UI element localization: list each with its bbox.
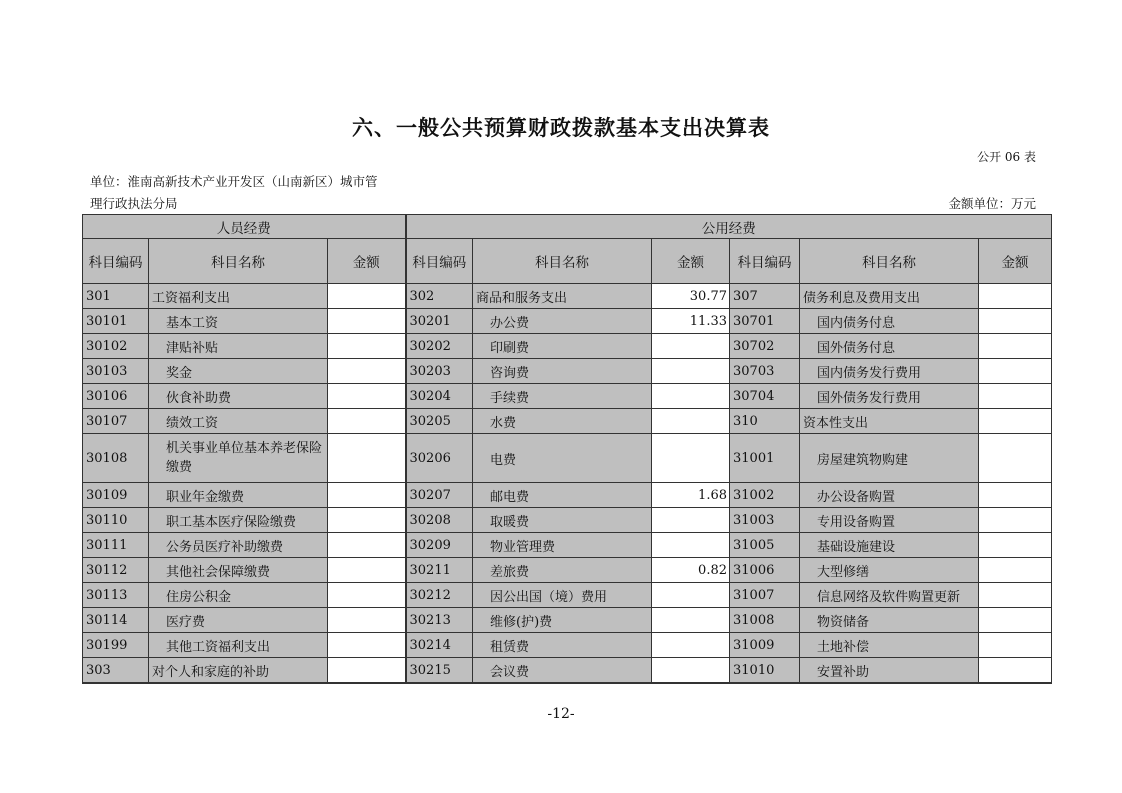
- name-cell: 住房公积金: [149, 583, 328, 608]
- code-cell: 30199: [83, 633, 149, 658]
- header-code: 科目编码: [406, 239, 473, 284]
- table-row: [83, 508, 1052, 533]
- amount-cell: [979, 608, 1052, 633]
- code-cell: 31008: [730, 608, 800, 633]
- code-cell: 30211: [406, 558, 473, 583]
- name-cell: 办公设备购置: [800, 483, 979, 508]
- amount-cell: [979, 533, 1052, 558]
- column-header-row: [83, 239, 1052, 284]
- amount-cell: [328, 384, 406, 409]
- code-cell: 30206: [406, 434, 473, 483]
- name-cell: 机关事业单位基本养老保险缴费: [149, 434, 328, 483]
- name-cell: 债务利息及费用支出: [800, 284, 979, 309]
- amount-cell: 30.77: [652, 284, 730, 309]
- table-row: [83, 434, 1052, 483]
- code-cell: 30701: [730, 309, 800, 334]
- code-cell: 310: [730, 409, 800, 434]
- name-cell: 工资福利支出: [149, 284, 328, 309]
- amount-cell: [652, 434, 730, 483]
- amount-cell: [328, 558, 406, 583]
- code-cell: 30703: [730, 359, 800, 384]
- amount-cell: [328, 434, 406, 483]
- amount-cell: [979, 334, 1052, 359]
- table-row: [83, 583, 1052, 608]
- code-cell: 31001: [730, 434, 800, 483]
- table-row: [83, 658, 1052, 684]
- group-personnel: 人员经费: [83, 215, 406, 239]
- code-cell: 30109: [83, 483, 149, 508]
- code-cell: 30201: [406, 309, 473, 334]
- name-cell: 基础设施建设: [800, 533, 979, 558]
- table-row: [83, 483, 1052, 508]
- expenditure-table: [82, 214, 1052, 684]
- name-cell: 信息网络及软件购置更新: [800, 583, 979, 608]
- code-cell: 31005: [730, 533, 800, 558]
- amount-cell: [328, 508, 406, 533]
- code-cell: 30107: [83, 409, 149, 434]
- amount-cell: [979, 483, 1052, 508]
- name-cell: 租赁费: [473, 633, 652, 658]
- name-cell: 大型修缮: [800, 558, 979, 583]
- code-cell: 31010: [730, 658, 800, 684]
- code-cell: 30205: [406, 409, 473, 434]
- form-code: 公开 06 表: [977, 150, 1036, 164]
- amount-cell: [328, 583, 406, 608]
- name-cell: 职工基本医疗保险缴费: [149, 508, 328, 533]
- amount-cell: 1.68: [652, 483, 730, 508]
- code-cell: 30108: [83, 434, 149, 483]
- amount-cell: [979, 558, 1052, 583]
- name-cell: 绩效工资: [149, 409, 328, 434]
- header-amount: 金额: [979, 239, 1052, 284]
- table-row: [83, 359, 1052, 384]
- unit-name-line1: 单位：淮南高新技术产业开发区（山南新区）城市管: [90, 174, 378, 189]
- name-cell: 其他社会保障缴费: [149, 558, 328, 583]
- name-cell: 职业年金缴费: [149, 483, 328, 508]
- amount-cell: [328, 359, 406, 384]
- code-cell: 30106: [83, 384, 149, 409]
- table-row: [83, 384, 1052, 409]
- amount-cell: [979, 658, 1052, 684]
- code-cell: 31002: [730, 483, 800, 508]
- name-cell: 物资储备: [800, 608, 979, 633]
- name-cell: 基本工资: [149, 309, 328, 334]
- header-name: 科目名称: [149, 239, 328, 284]
- amount-cell: [652, 658, 730, 684]
- name-cell: 水费: [473, 409, 652, 434]
- code-cell: 30204: [406, 384, 473, 409]
- name-cell: 取暖费: [473, 508, 652, 533]
- amount-cell: [652, 508, 730, 533]
- amount-cell: [328, 309, 406, 334]
- amount-cell: 11.33: [652, 309, 730, 334]
- name-cell: 差旅费: [473, 558, 652, 583]
- table-row: [83, 309, 1052, 334]
- code-cell: 30112: [83, 558, 149, 583]
- code-cell: 301: [83, 284, 149, 309]
- amount-cell: [979, 284, 1052, 309]
- amount-cell: [979, 633, 1052, 658]
- code-cell: 30212: [406, 583, 473, 608]
- table-row: [83, 409, 1052, 434]
- amount-cell: [652, 608, 730, 633]
- name-cell: 因公出国（境）费用: [473, 583, 652, 608]
- code-cell: 30213: [406, 608, 473, 633]
- name-cell: 维修(护)费: [473, 608, 652, 633]
- code-cell: 30202: [406, 334, 473, 359]
- name-cell: 房屋建筑物购建: [800, 434, 979, 483]
- code-cell: 31003: [730, 508, 800, 533]
- code-cell: 30203: [406, 359, 473, 384]
- amount-cell: [652, 334, 730, 359]
- name-cell: 办公费: [473, 309, 652, 334]
- name-cell: 奖金: [149, 359, 328, 384]
- code-cell: 30113: [83, 583, 149, 608]
- code-cell: 302: [406, 284, 473, 309]
- page-title: 六、一般公共预算财政拨款基本支出决算表: [352, 115, 770, 140]
- code-cell: 303: [83, 658, 149, 684]
- name-cell: 国外债务发行费用: [800, 384, 979, 409]
- amount-cell: [328, 608, 406, 633]
- table-row: [83, 633, 1052, 658]
- name-cell: 公务员医疗补助缴费: [149, 533, 328, 558]
- code-cell: 30704: [730, 384, 800, 409]
- amount-cell: [652, 583, 730, 608]
- name-cell: 手续费: [473, 384, 652, 409]
- name-cell: 商品和服务支出: [473, 284, 652, 309]
- name-cell: 医疗费: [149, 608, 328, 633]
- name-cell: 伙食补助费: [149, 384, 328, 409]
- code-cell: 30102: [83, 334, 149, 359]
- header-name: 科目名称: [473, 239, 652, 284]
- amount-cell: [328, 409, 406, 434]
- name-cell: 会议费: [473, 658, 652, 684]
- amount-cell: [979, 309, 1052, 334]
- code-cell: 30101: [83, 309, 149, 334]
- name-cell: 对个人和家庭的补助: [149, 658, 328, 684]
- name-cell: 邮电费: [473, 483, 652, 508]
- amount-cell: [328, 334, 406, 359]
- amount-cell: [652, 409, 730, 434]
- unit-name-line2: 理行政执法分局: [90, 196, 178, 211]
- table-row: [83, 533, 1052, 558]
- amount-unit: 金额单位：万元: [948, 196, 1036, 211]
- amount-cell: [979, 508, 1052, 533]
- name-cell: 国内债务发行费用: [800, 359, 979, 384]
- amount-cell: [979, 409, 1052, 434]
- code-cell: 31007: [730, 583, 800, 608]
- group-public: 公用经费: [406, 215, 1052, 239]
- amount-cell: [652, 359, 730, 384]
- name-cell: 物业管理费: [473, 533, 652, 558]
- code-cell: 30208: [406, 508, 473, 533]
- code-cell: 307: [730, 284, 800, 309]
- code-cell: 30103: [83, 359, 149, 384]
- name-cell: 印刷费: [473, 334, 652, 359]
- name-cell: 资本性支出: [800, 409, 979, 434]
- name-cell: 咨询费: [473, 359, 652, 384]
- amount-cell: [979, 583, 1052, 608]
- amount-cell: [328, 483, 406, 508]
- table-row: [83, 284, 1052, 309]
- code-cell: 30215: [406, 658, 473, 684]
- code-cell: 31006: [730, 558, 800, 583]
- header-name: 科目名称: [800, 239, 979, 284]
- amount-cell: [652, 384, 730, 409]
- amount-cell: [979, 434, 1052, 483]
- amount-cell: [652, 633, 730, 658]
- name-cell: 安置补助: [800, 658, 979, 684]
- group-header-row: [83, 215, 1052, 239]
- header-code: 科目编码: [83, 239, 149, 284]
- code-cell: 30207: [406, 483, 473, 508]
- amount-cell: [652, 533, 730, 558]
- header-amount: 金额: [652, 239, 730, 284]
- table-row: [83, 334, 1052, 359]
- page-number: -12-: [547, 706, 575, 722]
- name-cell: 其他工资福利支出: [149, 633, 328, 658]
- name-cell: 专用设备购置: [800, 508, 979, 533]
- amount-cell: [979, 384, 1052, 409]
- name-cell: 电费: [473, 434, 652, 483]
- table-row: [83, 558, 1052, 583]
- code-cell: 30111: [83, 533, 149, 558]
- table-row: [83, 608, 1052, 633]
- code-cell: 31009: [730, 633, 800, 658]
- header-amount: 金额: [328, 239, 406, 284]
- name-cell: 国外债务付息: [800, 334, 979, 359]
- code-cell: 30114: [83, 608, 149, 633]
- code-cell: 30214: [406, 633, 473, 658]
- amount-cell: [328, 633, 406, 658]
- amount-cell: 0.82: [652, 558, 730, 583]
- code-cell: 30110: [83, 508, 149, 533]
- amount-cell: [328, 658, 406, 684]
- code-cell: 30209: [406, 533, 473, 558]
- name-cell: 津贴补贴: [149, 334, 328, 359]
- code-cell: 30702: [730, 334, 800, 359]
- header-code: 科目编码: [730, 239, 800, 284]
- amount-cell: [979, 359, 1052, 384]
- name-cell: 土地补偿: [800, 633, 979, 658]
- amount-cell: [328, 284, 406, 309]
- name-cell: 国内债务付息: [800, 309, 979, 334]
- amount-cell: [328, 533, 406, 558]
